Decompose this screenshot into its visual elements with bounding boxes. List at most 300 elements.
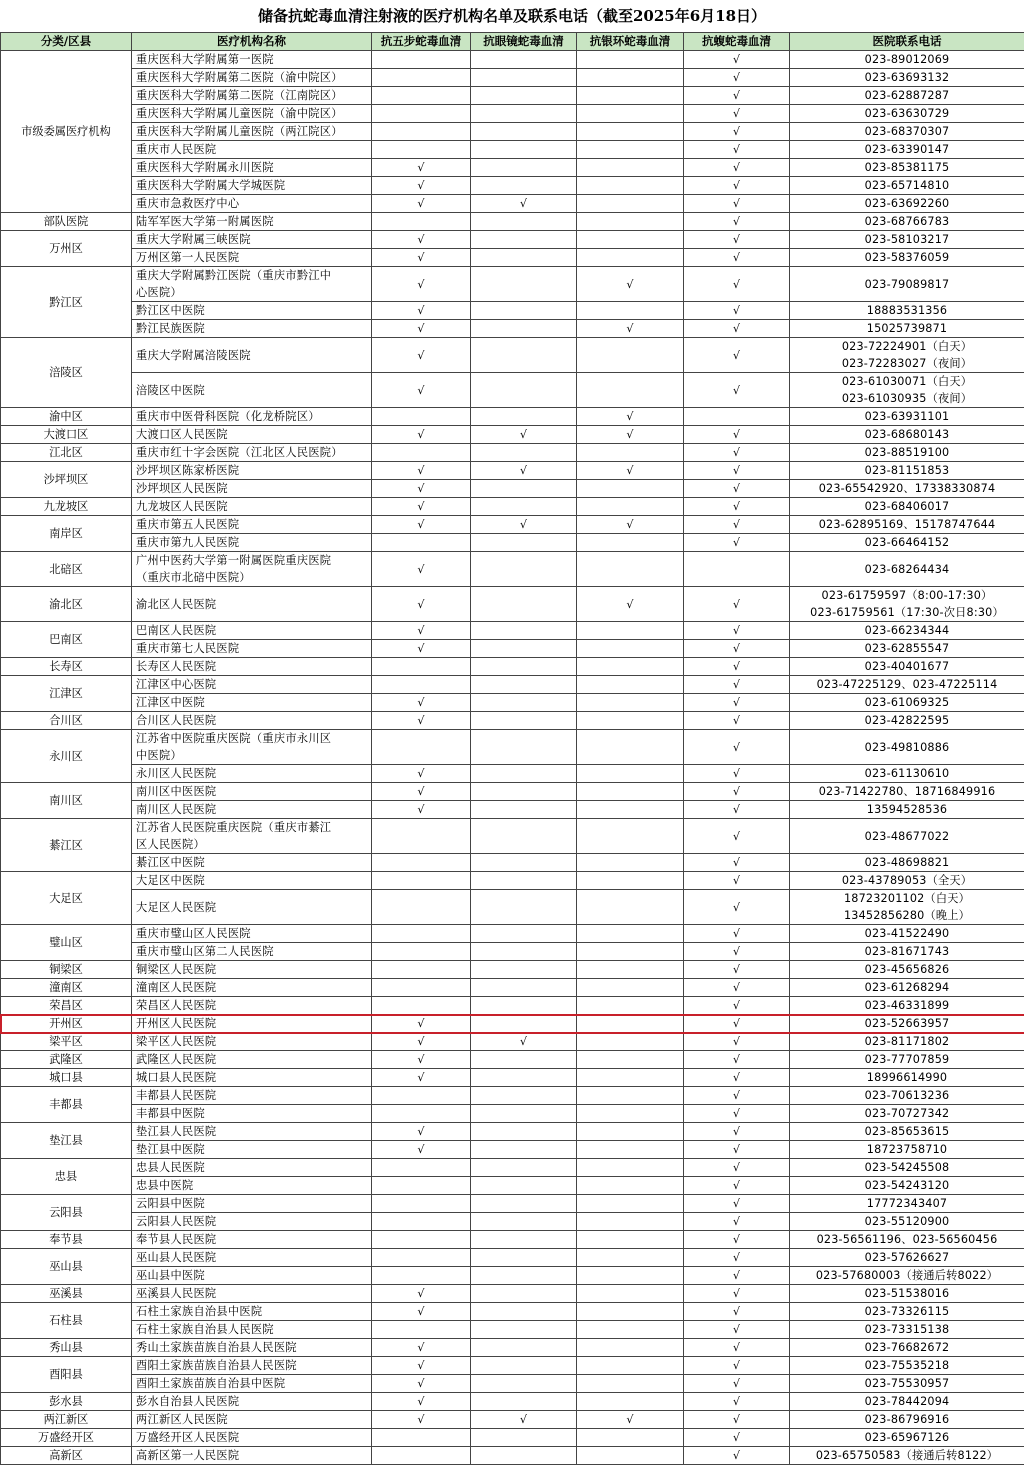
table-row xyxy=(1,1177,1024,1195)
wubu-check-cell xyxy=(372,534,471,552)
cobra-check-cell xyxy=(471,872,577,890)
krait-check-cell xyxy=(577,1015,684,1033)
cobra-check-cell xyxy=(471,1105,577,1123)
phone-line: 023-63693132 xyxy=(792,69,1022,86)
hospital-name-cell xyxy=(132,854,372,872)
phone-line: 023-66464152 xyxy=(792,534,1022,551)
cobra-check-cell xyxy=(471,87,577,105)
hospital-name-cell xyxy=(132,801,372,819)
cobra-check-cell xyxy=(471,1393,577,1411)
table-row xyxy=(1,1249,1024,1267)
hospital-name-cell xyxy=(132,1393,372,1411)
krait-check-cell xyxy=(577,997,684,1015)
phone-cell xyxy=(790,730,1024,765)
phone-line: 023-65714810 xyxy=(792,177,1022,194)
cobra-check-cell xyxy=(471,1429,577,1447)
district-cell: 两江新区 xyxy=(1,1411,132,1429)
wubu-check-cell: √ xyxy=(372,480,471,498)
phone-line: 023-68766783 xyxy=(792,213,1022,230)
table-row xyxy=(1,1087,1024,1105)
cobra-check-cell xyxy=(471,997,577,1015)
phone-line: 023-68370307 xyxy=(792,123,1022,140)
hospital-name-line: 九龙坡区人民医院 xyxy=(136,498,369,515)
table-row xyxy=(1,1213,1024,1231)
hospital-name-cell xyxy=(132,177,372,195)
table-row xyxy=(1,943,1024,961)
krait-check-cell: √ xyxy=(577,462,684,480)
viper-check-cell: √ xyxy=(684,640,790,658)
viper-check-cell: √ xyxy=(684,534,790,552)
viper-check-cell xyxy=(684,408,790,426)
krait-check-cell xyxy=(577,1267,684,1285)
viper-check-cell: √ xyxy=(684,1141,790,1159)
hospital-name-cell xyxy=(132,1195,372,1213)
viper-check-cell: √ xyxy=(684,765,790,783)
krait-check-cell xyxy=(577,854,684,872)
hospital-name-line: 陆军军医大学第一附属医院 xyxy=(136,213,369,230)
hospital-name-line: 重庆医科大学附属第一医院 xyxy=(136,51,369,68)
viper-check-cell: √ xyxy=(684,498,790,516)
cobra-check-cell xyxy=(471,51,577,69)
hospital-name-line: 江苏省中医院重庆医院（重庆市永川区 xyxy=(136,730,369,747)
hospital-name-cell xyxy=(132,694,372,712)
viper-check-cell: √ xyxy=(684,516,790,534)
hospital-name-cell xyxy=(132,552,372,587)
phone-line: 18723201102（白天） xyxy=(792,890,1022,907)
hospital-name-cell xyxy=(132,1069,372,1087)
hospital-name-cell xyxy=(132,890,372,925)
district-cell: 武隆区 xyxy=(1,1051,132,1069)
table-row xyxy=(1,1429,1024,1447)
hospital-name-line: 巫山县中医院 xyxy=(136,1267,369,1284)
phone-line: 023-48698821 xyxy=(792,854,1022,871)
wubu-check-cell: √ xyxy=(372,640,471,658)
hospital-name-cell xyxy=(132,872,372,890)
viper-check-cell: √ xyxy=(684,783,790,801)
table-row xyxy=(1,783,1024,801)
viper-check-cell: √ xyxy=(684,373,790,408)
hospital-name-line: 江苏省人民医院重庆医院（重庆市綦江 xyxy=(136,819,369,836)
cobra-check-cell xyxy=(471,105,577,123)
phone-cell xyxy=(790,1303,1024,1321)
hospital-name-line: 潼南区人民医院 xyxy=(136,979,369,996)
phone-cell xyxy=(790,480,1024,498)
krait-check-cell xyxy=(577,694,684,712)
krait-check-cell xyxy=(577,1177,684,1195)
phone-line: 023-65542920、17338330874 xyxy=(792,480,1022,497)
table-row xyxy=(1,159,1024,177)
phone-line: 023-51538016 xyxy=(792,1285,1022,1302)
wubu-check-cell: √ xyxy=(372,462,471,480)
hospital-name-cell xyxy=(132,213,372,231)
phone-line: 023-52663957 xyxy=(792,1015,1022,1032)
viper-check-cell: √ xyxy=(684,1033,790,1051)
wubu-check-cell: √ xyxy=(372,1123,471,1141)
krait-check-cell: √ xyxy=(577,267,684,302)
hospital-name-cell xyxy=(132,961,372,979)
district-cell: 沙坪坝区 xyxy=(1,462,132,498)
phone-line: 023-73315138 xyxy=(792,1321,1022,1338)
hospital-name-cell xyxy=(132,231,372,249)
viper-check-cell: √ xyxy=(684,1087,790,1105)
table-row xyxy=(1,320,1024,338)
hospital-name-line: 重庆医科大学附属大学城医院 xyxy=(136,177,369,194)
phone-cell xyxy=(790,195,1024,213)
wubu-check-cell xyxy=(372,1249,471,1267)
hospital-name-cell xyxy=(132,105,372,123)
phone-line: 023-41522490 xyxy=(792,925,1022,942)
phone-cell xyxy=(790,249,1024,267)
viper-check-cell: √ xyxy=(684,1321,790,1339)
viper-check-cell: √ xyxy=(684,1231,790,1249)
viper-check-cell: √ xyxy=(684,213,790,231)
krait-check-cell xyxy=(577,302,684,320)
cobra-check-cell xyxy=(471,622,577,640)
district-cell: 秀山县 xyxy=(1,1339,132,1357)
viper-check-cell: √ xyxy=(684,854,790,872)
hospital-name-line: 荣昌区人民医院 xyxy=(136,997,369,1014)
cobra-check-cell xyxy=(471,1321,577,1339)
viper-check-cell: √ xyxy=(684,267,790,302)
phone-line: 023-71422780、18716849916 xyxy=(792,783,1022,800)
viper-check-cell: √ xyxy=(684,105,790,123)
table-row xyxy=(1,765,1024,783)
krait-check-cell xyxy=(577,961,684,979)
hospital-name-line: 重庆大学附属涪陵医院 xyxy=(136,347,369,364)
hospital-name-cell xyxy=(132,1447,372,1465)
viper-check-cell: √ xyxy=(684,1213,790,1231)
hospital-name-line: 涪陵区中医院 xyxy=(136,382,369,399)
phone-line: 13452856280（晚上） xyxy=(792,907,1022,924)
table-header-row xyxy=(1,33,1024,51)
hospital-name-line: 酉阳土家族苗族自治县人民医院 xyxy=(136,1357,369,1374)
cobra-check-cell xyxy=(471,159,577,177)
hospital-name-cell xyxy=(132,408,372,426)
wubu-check-cell: √ xyxy=(372,1051,471,1069)
krait-check-cell xyxy=(577,658,684,676)
table-row xyxy=(1,658,1024,676)
hospital-name-line: 大足区中医院 xyxy=(136,872,369,889)
hospital-name-cell xyxy=(132,1429,372,1447)
table-row xyxy=(1,1159,1024,1177)
wubu-check-cell: √ xyxy=(372,783,471,801)
table-row xyxy=(1,676,1024,694)
hospital-name-cell xyxy=(132,516,372,534)
wubu-check-cell: √ xyxy=(372,1357,471,1375)
hospital-name-line: 重庆医科大学附属第二医院（江南院区） xyxy=(136,87,369,104)
phone-line: 023-63692260 xyxy=(792,195,1022,212)
krait-check-cell xyxy=(577,373,684,408)
viper-check-cell: √ xyxy=(684,123,790,141)
hospital-name-cell xyxy=(132,1123,372,1141)
hospital-name-line: 巫溪县人民医院 xyxy=(136,1285,369,1302)
phone-cell xyxy=(790,159,1024,177)
viper-check-cell: √ xyxy=(684,890,790,925)
cobra-check-cell xyxy=(471,373,577,408)
hospital-name-line: 高新区第一人民医院 xyxy=(136,1447,369,1464)
wubu-check-cell: √ xyxy=(372,249,471,267)
phone-line: 18723758710 xyxy=(792,1141,1022,1158)
hospital-name-cell xyxy=(132,1267,372,1285)
phone-line: 023-89012069 xyxy=(792,51,1022,68)
cobra-check-cell xyxy=(471,801,577,819)
hospital-name-line: 重庆市红十字会医院（江北区人民医院） xyxy=(136,444,369,461)
phone-line: 023-61130610 xyxy=(792,765,1022,782)
wubu-check-cell: √ xyxy=(372,267,471,302)
hospital-name-line: 渝北区人民医院 xyxy=(136,596,369,613)
hospital-name-line: 大渡口区人民医院 xyxy=(136,426,369,443)
table-row xyxy=(1,462,1024,480)
district-cell: 石柱县 xyxy=(1,1303,132,1339)
hospital-name-line: 彭水自治县人民医院 xyxy=(136,1393,369,1410)
viper-check-cell: √ xyxy=(684,302,790,320)
viper-check-cell: √ xyxy=(684,1249,790,1267)
wubu-check-cell: √ xyxy=(372,231,471,249)
cobra-check-cell xyxy=(471,123,577,141)
hospital-name-cell xyxy=(132,195,372,213)
wubu-check-cell: √ xyxy=(372,1285,471,1303)
krait-check-cell xyxy=(577,552,684,587)
phone-cell xyxy=(790,105,1024,123)
phone-cell xyxy=(790,765,1024,783)
krait-check-cell xyxy=(577,1033,684,1051)
district-cell: 巫溪县 xyxy=(1,1285,132,1303)
phone-line: 023-61069325 xyxy=(792,694,1022,711)
phone-line: 023-61268294 xyxy=(792,979,1022,996)
wubu-check-cell xyxy=(372,925,471,943)
hospital-name-line: 铜梁区人民医院 xyxy=(136,961,369,978)
viper-check-cell: √ xyxy=(684,1069,790,1087)
wubu-check-cell: √ xyxy=(372,712,471,730)
cobra-check-cell xyxy=(471,712,577,730)
hospital-name-line: 江津区中医院 xyxy=(136,694,369,711)
hospital-name-cell xyxy=(132,1105,372,1123)
krait-check-cell xyxy=(577,1141,684,1159)
phone-cell xyxy=(790,177,1024,195)
district-cell: 奉节县 xyxy=(1,1231,132,1249)
phone-cell xyxy=(790,819,1024,854)
phone-line: 023-68680143 xyxy=(792,426,1022,443)
viper-check-cell: √ xyxy=(684,249,790,267)
cobra-check-cell xyxy=(471,1123,577,1141)
wubu-check-cell: √ xyxy=(372,177,471,195)
hospital-name-line: 忠县人民医院 xyxy=(136,1159,369,1176)
krait-check-cell xyxy=(577,1231,684,1249)
phone-cell xyxy=(790,498,1024,516)
viper-check-cell: √ xyxy=(684,1015,790,1033)
phone-line: 023-75530957 xyxy=(792,1375,1022,1392)
wubu-check-cell xyxy=(372,658,471,676)
phone-cell xyxy=(790,87,1024,105)
krait-check-cell xyxy=(577,1087,684,1105)
wubu-check-cell: √ xyxy=(372,801,471,819)
cobra-check-cell: √ xyxy=(471,426,577,444)
phone-line: 023-61030071（白天） xyxy=(792,373,1022,390)
hospital-name-cell xyxy=(132,1015,372,1033)
hospital-name-cell xyxy=(132,1087,372,1105)
krait-check-cell xyxy=(577,105,684,123)
hospital-name-cell xyxy=(132,51,372,69)
phone-line: 023-72283027（夜间） xyxy=(792,355,1022,372)
district-cell: 北碚区 xyxy=(1,552,132,587)
phone-cell xyxy=(790,943,1024,961)
cobra-check-cell: √ xyxy=(471,1411,577,1429)
viper-check-cell: √ xyxy=(684,1123,790,1141)
hospital-name-cell xyxy=(132,819,372,854)
cobra-check-cell xyxy=(471,676,577,694)
wubu-check-cell: √ xyxy=(372,1015,471,1033)
cobra-check-cell xyxy=(471,1267,577,1285)
krait-check-cell xyxy=(577,213,684,231)
viper-check-cell: √ xyxy=(684,1051,790,1069)
hospital-name-line: 秀山土家族苗族自治县人民医院 xyxy=(136,1339,369,1356)
table-row xyxy=(1,1285,1024,1303)
wubu-check-cell xyxy=(372,444,471,462)
hospital-name-cell xyxy=(132,730,372,765)
viper-check-cell: √ xyxy=(684,69,790,87)
hospital-name-line: 梁平区人民医院 xyxy=(136,1033,369,1050)
wubu-check-cell: √ xyxy=(372,320,471,338)
cobra-check-cell xyxy=(471,640,577,658)
wubu-check-cell: √ xyxy=(372,1375,471,1393)
table-row xyxy=(1,426,1024,444)
phone-cell xyxy=(790,534,1024,552)
viper-check-cell: √ xyxy=(684,87,790,105)
viper-check-cell: √ xyxy=(684,320,790,338)
cobra-check-cell: √ xyxy=(471,462,577,480)
cobra-check-cell xyxy=(471,1285,577,1303)
krait-check-cell xyxy=(577,1357,684,1375)
phone-line: 023-75535218 xyxy=(792,1357,1022,1374)
phone-line: 023-65967126 xyxy=(792,1429,1022,1446)
table-row xyxy=(1,552,1024,587)
phone-cell xyxy=(790,1069,1024,1087)
hospital-name-line: 万盛经开区人民医院 xyxy=(136,1429,369,1446)
header-krait: 抗银环蛇毒血清 xyxy=(577,33,684,51)
phone-cell xyxy=(790,1375,1024,1393)
phone-cell xyxy=(790,426,1024,444)
hospital-name-line: 重庆市璧山区第二人民医院 xyxy=(136,943,369,960)
table-row xyxy=(1,480,1024,498)
hospital-name-cell xyxy=(132,444,372,462)
cobra-check-cell xyxy=(471,1375,577,1393)
phone-line: 023-43789053（全天） xyxy=(792,872,1022,889)
krait-check-cell: √ xyxy=(577,408,684,426)
phone-line: 18883531356 xyxy=(792,302,1022,319)
phone-line: 023-73326115 xyxy=(792,1303,1022,1320)
phone-cell xyxy=(790,783,1024,801)
wubu-check-cell xyxy=(372,979,471,997)
hospital-name-line: 重庆市第七人民医院 xyxy=(136,640,369,657)
header-phone: 医院联系电话 xyxy=(790,33,1024,51)
phone-line: 023-63630729 xyxy=(792,105,1022,122)
viper-check-cell: √ xyxy=(684,195,790,213)
hospital-name-cell xyxy=(132,320,372,338)
phone-line: 023-58103217 xyxy=(792,231,1022,248)
hospital-name-line: 广州中医药大学第一附属医院重庆医院 xyxy=(136,552,369,569)
phone-cell xyxy=(790,1213,1024,1231)
phone-cell xyxy=(790,516,1024,534)
wubu-check-cell xyxy=(372,819,471,854)
phone-line: 023-61030935（夜间） xyxy=(792,390,1022,407)
hospital-name-cell xyxy=(132,1375,372,1393)
viper-check-cell: √ xyxy=(684,961,790,979)
cobra-check-cell xyxy=(471,961,577,979)
table-row xyxy=(1,1447,1024,1465)
viper-check-cell: √ xyxy=(684,480,790,498)
wubu-check-cell xyxy=(372,87,471,105)
viper-check-cell: √ xyxy=(684,51,790,69)
hospital-name-line: 重庆大学附属黔江医院（重庆市黔江中 xyxy=(136,267,369,284)
viper-check-cell: √ xyxy=(684,177,790,195)
phone-line: 023-63390147 xyxy=(792,141,1022,158)
district-cell: 巴南区 xyxy=(1,622,132,658)
district-cell: 渝北区 xyxy=(1,587,132,622)
wubu-check-cell: √ xyxy=(372,552,471,587)
wubu-check-cell xyxy=(372,1231,471,1249)
hospital-name-cell xyxy=(132,1357,372,1375)
phone-cell xyxy=(790,658,1024,676)
table-row xyxy=(1,1303,1024,1321)
cobra-check-cell xyxy=(471,1015,577,1033)
krait-check-cell xyxy=(577,1321,684,1339)
table-body xyxy=(1,51,1024,1465)
hospital-name-line: 丰都县人民医院 xyxy=(136,1087,369,1104)
hospital-name-cell xyxy=(132,1159,372,1177)
cobra-check-cell xyxy=(471,1357,577,1375)
table-row xyxy=(1,249,1024,267)
hospital-name-cell xyxy=(132,1339,372,1357)
cobra-check-cell xyxy=(471,943,577,961)
hospital-name-line: 忠县中医院 xyxy=(136,1177,369,1194)
table-row xyxy=(1,1375,1024,1393)
krait-check-cell: √ xyxy=(577,516,684,534)
phone-line: 023-54243120 xyxy=(792,1177,1022,1194)
viper-check-cell: √ xyxy=(684,1303,790,1321)
krait-check-cell xyxy=(577,712,684,730)
hospital-name-line: 大足区人民医院 xyxy=(136,899,369,916)
hospital-name-cell xyxy=(132,1321,372,1339)
phone-cell xyxy=(790,373,1024,408)
phone-cell xyxy=(790,1177,1024,1195)
hospital-name-line: 永川区人民医院 xyxy=(136,765,369,782)
district-cell: 九龙坡区 xyxy=(1,498,132,516)
phone-cell xyxy=(790,890,1024,925)
hospital-name-line: 万州区第一人民医院 xyxy=(136,249,369,266)
cobra-check-cell xyxy=(471,730,577,765)
wubu-check-cell: √ xyxy=(372,498,471,516)
viper-check-cell: √ xyxy=(684,1375,790,1393)
phone-line: 13594528536 xyxy=(792,801,1022,818)
wubu-check-cell xyxy=(372,1159,471,1177)
krait-check-cell xyxy=(577,498,684,516)
page-title: 储备抗蛇毒血清注射液的医疗机构名单及联系电话（截至2025年6月18日） xyxy=(0,0,1024,32)
hospital-table xyxy=(0,32,1024,1465)
district-cell: 彭水县 xyxy=(1,1393,132,1411)
viper-check-cell: √ xyxy=(684,872,790,890)
phone-line: 023-70727342 xyxy=(792,1105,1022,1122)
hospital-name-line: 丰都县中医院 xyxy=(136,1105,369,1122)
header-wubu: 抗五步蛇毒血清 xyxy=(372,33,471,51)
table-row xyxy=(1,1357,1024,1375)
table-row xyxy=(1,1141,1024,1159)
wubu-check-cell xyxy=(372,854,471,872)
krait-check-cell xyxy=(577,801,684,819)
district-cell: 南川区 xyxy=(1,783,132,819)
hospital-name-cell xyxy=(132,426,372,444)
phone-cell xyxy=(790,51,1024,69)
table-row xyxy=(1,622,1024,640)
